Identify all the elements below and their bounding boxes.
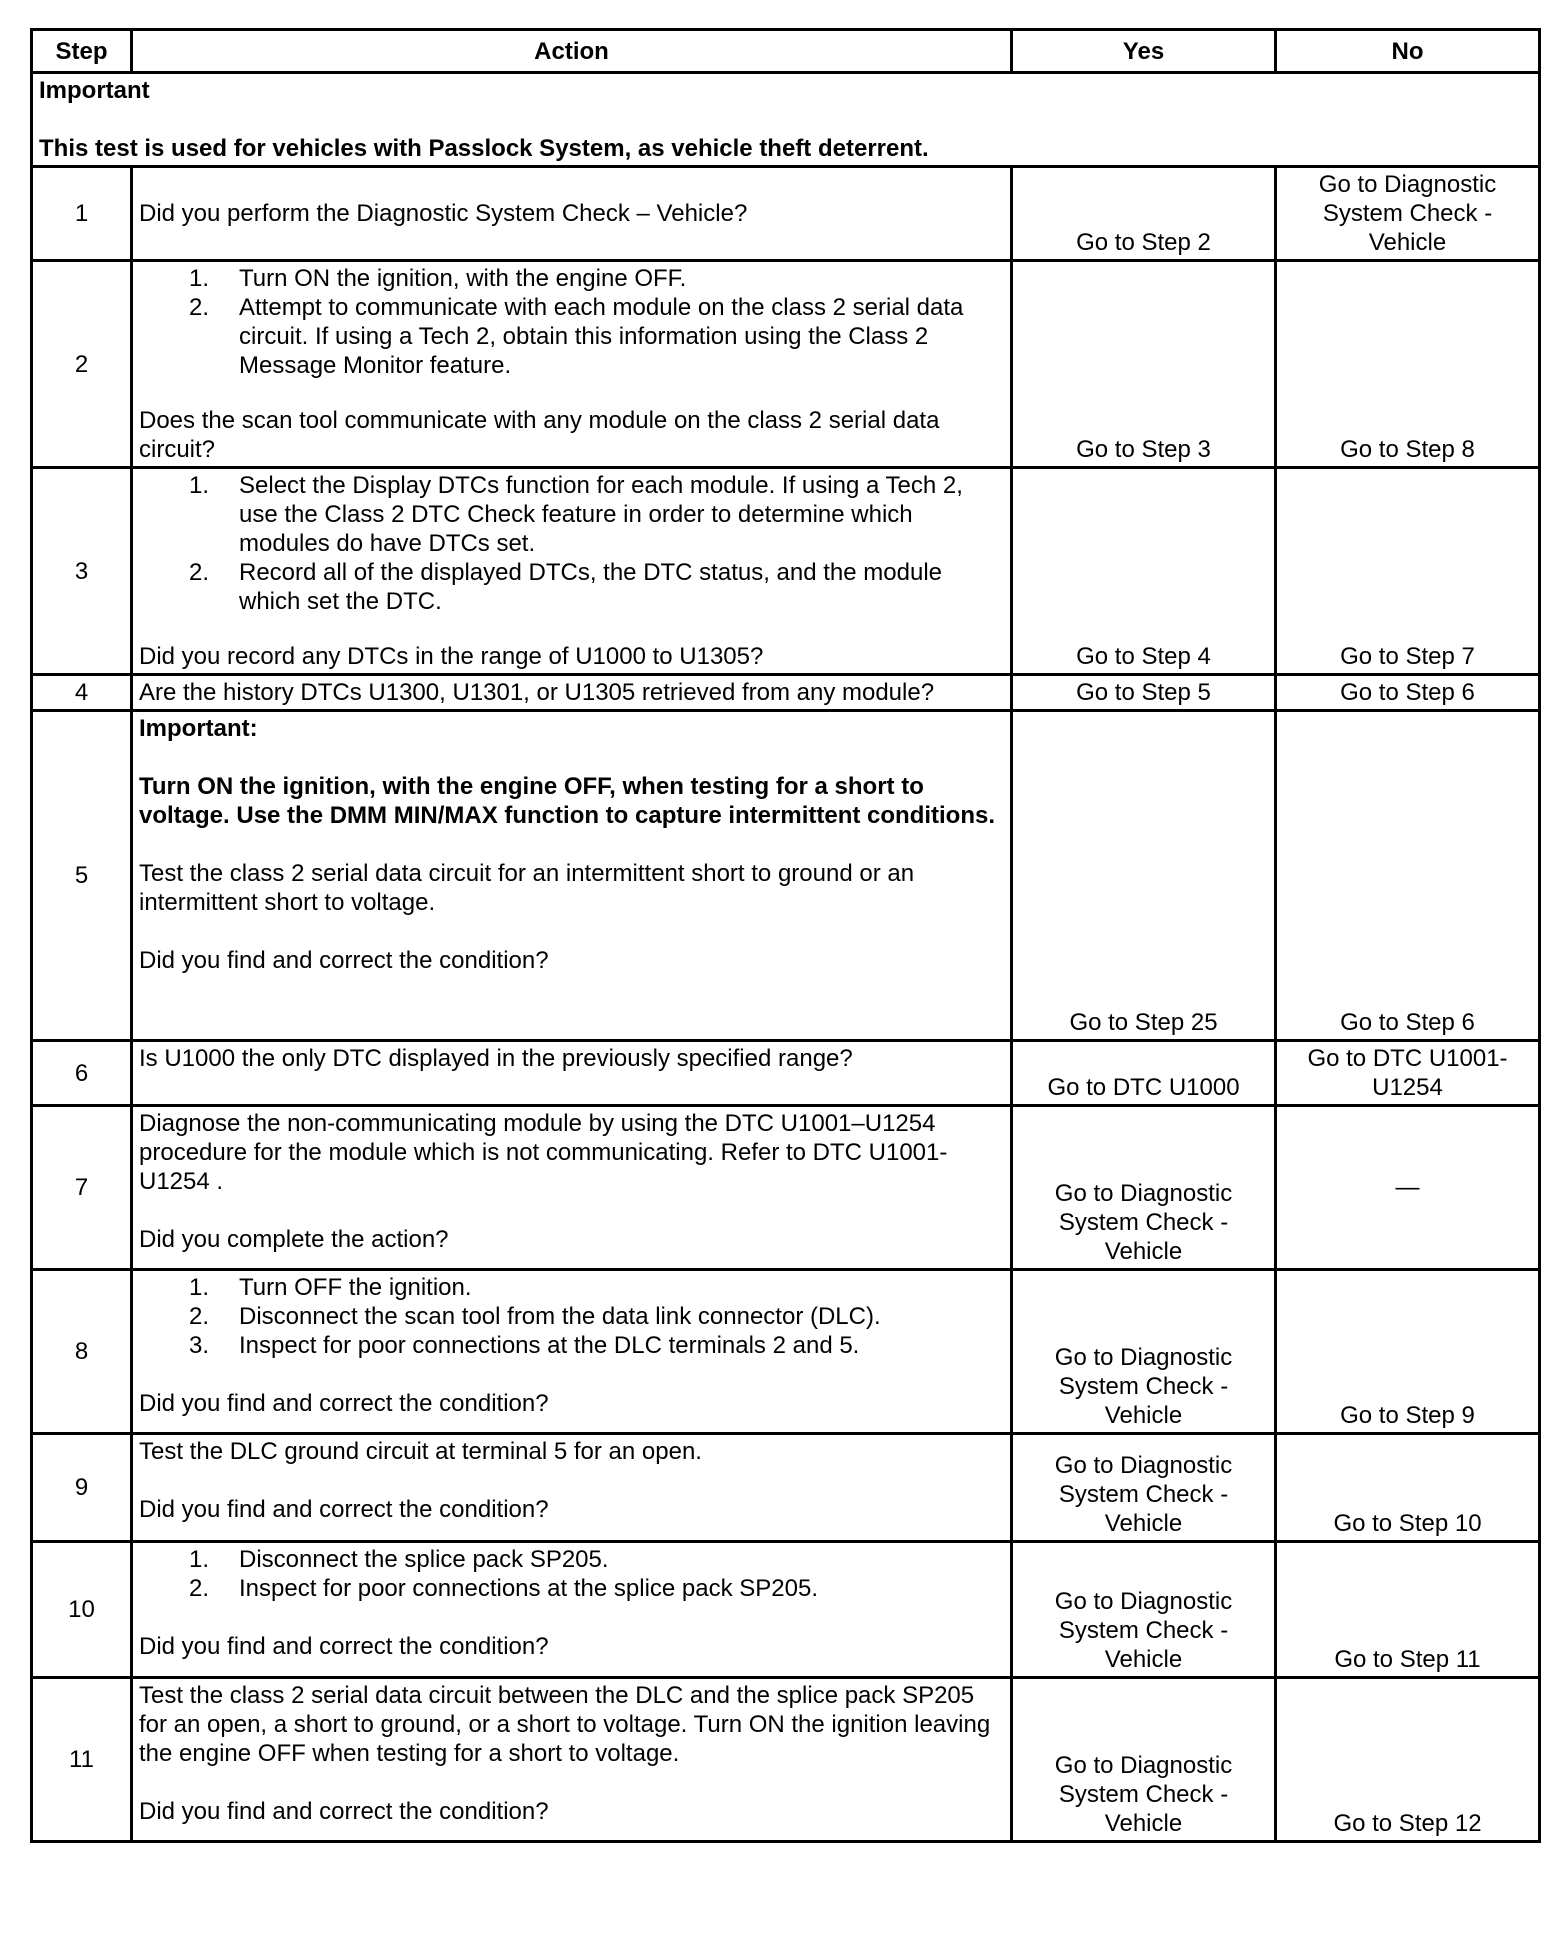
step-number: 2 [32, 261, 132, 468]
action-list [139, 471, 1004, 616]
no-cell: Go to Step 8 [1276, 261, 1540, 468]
header-row [32, 30, 1540, 73]
no-cell: — [1276, 1106, 1540, 1270]
yes-cell: Go to Diagnostic System Check - Vehicle [1012, 1542, 1276, 1678]
list-item: 1. Turn ON the ignition, with the engine OFF. [189, 265, 687, 292]
action-question: Did you find and correct the condition? [139, 1798, 549, 1825]
no-cell: Go to DTC U1001-U1254 [1276, 1041, 1540, 1106]
table-row [32, 1678, 1540, 1842]
table-row [32, 1434, 1540, 1542]
no-cell: Go to Diagnostic System Check - Vehicle [1276, 167, 1540, 261]
table-row [32, 261, 1540, 468]
action-question: Are the history DTCs U1300, U1301, or U1305 retrieved from any module? [139, 679, 935, 706]
item-number: 1. [189, 1546, 210, 1573]
no-cell: Go to Step 6 [1276, 711, 1540, 1041]
action-list [139, 264, 1004, 380]
list-item: 2. Attempt to communicate with each module on the class 2 serial data circuit. If using a Tech 2, obtain this information using the Class 2 Message Monitor feature. [189, 294, 964, 379]
action-text: Diagnose the non-communicating module by using the DTC U1001–U1254 procedure for the module which is not communicating. Refer to DTC U1001-U1254 . [139, 1110, 948, 1195]
table-row [32, 468, 1540, 675]
action-question: Did you complete the action? [139, 1226, 449, 1253]
table-row [32, 675, 1540, 711]
table-row [32, 167, 1540, 261]
header-action: Action [132, 30, 1012, 73]
step-number: 3 [32, 468, 132, 675]
step-number: 11 [32, 1678, 132, 1842]
item-number: 2. [189, 559, 210, 586]
yes-cell: Go to Step 4 [1012, 468, 1276, 675]
step-number: 5 [32, 711, 132, 1041]
action-question: Did you record any DTCs in the range of U1000 to U1305? [139, 643, 764, 670]
table-row [32, 1542, 1540, 1678]
diagnostic-table [30, 28, 1541, 1843]
important-text: This test is used for vehicles with Passlock System, as vehicle theft deterrent. [39, 135, 929, 162]
yes-cell: Go to Step 5 [1012, 675, 1276, 711]
table-row [32, 711, 1540, 1041]
important-text: Turn ON the ignition, with the engine OFF, when testing for a short to voltage. Use the DMM MIN/MAX function to capture intermittent conditions. [139, 773, 996, 829]
action-question: Did you perform the Diagnostic System Check – Vehicle? [139, 200, 748, 227]
important-label: Important: [139, 715, 258, 742]
yes-cell: Go to DTC U1000 [1012, 1041, 1276, 1106]
step-number: 10 [32, 1542, 132, 1678]
yes-cell: Go to Diagnostic System Check - Vehicle [1012, 1678, 1276, 1842]
important-label: Important [39, 77, 150, 104]
list-item: 1. Select the Display DTCs function for each module. If using a Tech 2, use the Class 2 DTC Check feature in order to determine which modules do have DTCs set. [189, 472, 963, 557]
action-text: Test the DLC ground circuit at terminal 5 for an open. [139, 1438, 702, 1465]
item-number: 3. [189, 1332, 210, 1359]
action-question: Did you find and correct the condition? [139, 1390, 549, 1417]
item-number: 1. [189, 472, 210, 499]
item-number: 2. [189, 1303, 210, 1330]
action-question: Is U1000 the only DTC displayed in the previously specified range? [139, 1045, 853, 1072]
yes-cell: Go to Diagnostic System Check - Vehicle [1012, 1434, 1276, 1542]
no-cell: Go to Step 6 [1276, 675, 1540, 711]
action-question: Did you find and correct the condition? [139, 1633, 549, 1660]
yes-cell: Go to Step 3 [1012, 261, 1276, 468]
yes-cell: Go to Diagnostic System Check - Vehicle [1012, 1106, 1276, 1270]
step-number: 9 [32, 1434, 132, 1542]
yes-cell: Go to Step 25 [1012, 711, 1276, 1041]
list-item: 2. Record all of the displayed DTCs, the DTC status, and the module which set the DTC. [189, 559, 943, 615]
action-list [139, 1545, 1004, 1603]
action-cell [132, 1270, 1012, 1434]
important-banner [32, 73, 1540, 167]
action-cell [132, 1678, 1012, 1842]
item-number: 1. [189, 1274, 210, 1301]
item-number: 2. [189, 1575, 210, 1602]
action-cell [132, 1542, 1012, 1678]
table-row [32, 1270, 1540, 1434]
header-yes: Yes [1012, 30, 1276, 73]
header-no: No [1276, 30, 1540, 73]
action-cell [132, 675, 1012, 711]
no-cell: Go to Step 7 [1276, 468, 1540, 675]
yes-cell: Go to Step 2 [1012, 167, 1276, 261]
list-item: 2. Disconnect the scan tool from the data link connector (DLC). [189, 1303, 881, 1330]
action-cell [132, 261, 1012, 468]
action-cell [132, 711, 1012, 1041]
no-cell: Go to Step 10 [1276, 1434, 1540, 1542]
action-question: Did you find and correct the condition? [139, 1496, 549, 1523]
table-row [32, 1041, 1540, 1106]
action-cell [132, 167, 1012, 261]
no-cell: Go to Step 12 [1276, 1678, 1540, 1842]
action-text: Test the class 2 serial data circuit for an intermittent short to ground or an intermittent short to voltage. [139, 860, 915, 916]
step-number: 6 [32, 1041, 132, 1106]
no-cell: Go to Step 11 [1276, 1542, 1540, 1678]
action-cell [132, 468, 1012, 675]
step-number: 1 [32, 167, 132, 261]
list-item: 3. Inspect for poor connections at the DLC terminals 2 and 5. [189, 1332, 860, 1359]
header-step: Step [32, 30, 132, 73]
list-item: 2. Inspect for poor connections at the splice pack SP205. [189, 1575, 819, 1602]
action-question: Does the scan tool communicate with any module on the class 2 serial data circuit? [139, 407, 940, 463]
action-list [139, 1273, 1004, 1360]
action-cell [132, 1041, 1012, 1106]
item-number: 1. [189, 265, 210, 292]
action-cell [132, 1106, 1012, 1270]
yes-cell: Go to Diagnostic System Check - Vehicle [1012, 1270, 1276, 1434]
action-cell [132, 1434, 1012, 1542]
no-cell: Go to Step 9 [1276, 1270, 1540, 1434]
item-number: 2. [189, 294, 210, 321]
table-row [32, 1106, 1540, 1270]
step-number: 8 [32, 1270, 132, 1434]
list-item: 1. Turn OFF the ignition. [189, 1274, 472, 1301]
action-question: Did you find and correct the condition? [139, 947, 549, 974]
step-number: 4 [32, 675, 132, 711]
action-text: Test the class 2 serial data circuit between the DLC and the splice pack SP205 for an open, a short to ground, or a short to voltage. Turn ON the ignition leaving the engine OFF when testing for a short to voltage. [139, 1682, 991, 1767]
step-number: 7 [32, 1106, 132, 1270]
important-banner-row [32, 73, 1540, 167]
list-item: 1. Disconnect the splice pack SP205. [189, 1546, 609, 1573]
